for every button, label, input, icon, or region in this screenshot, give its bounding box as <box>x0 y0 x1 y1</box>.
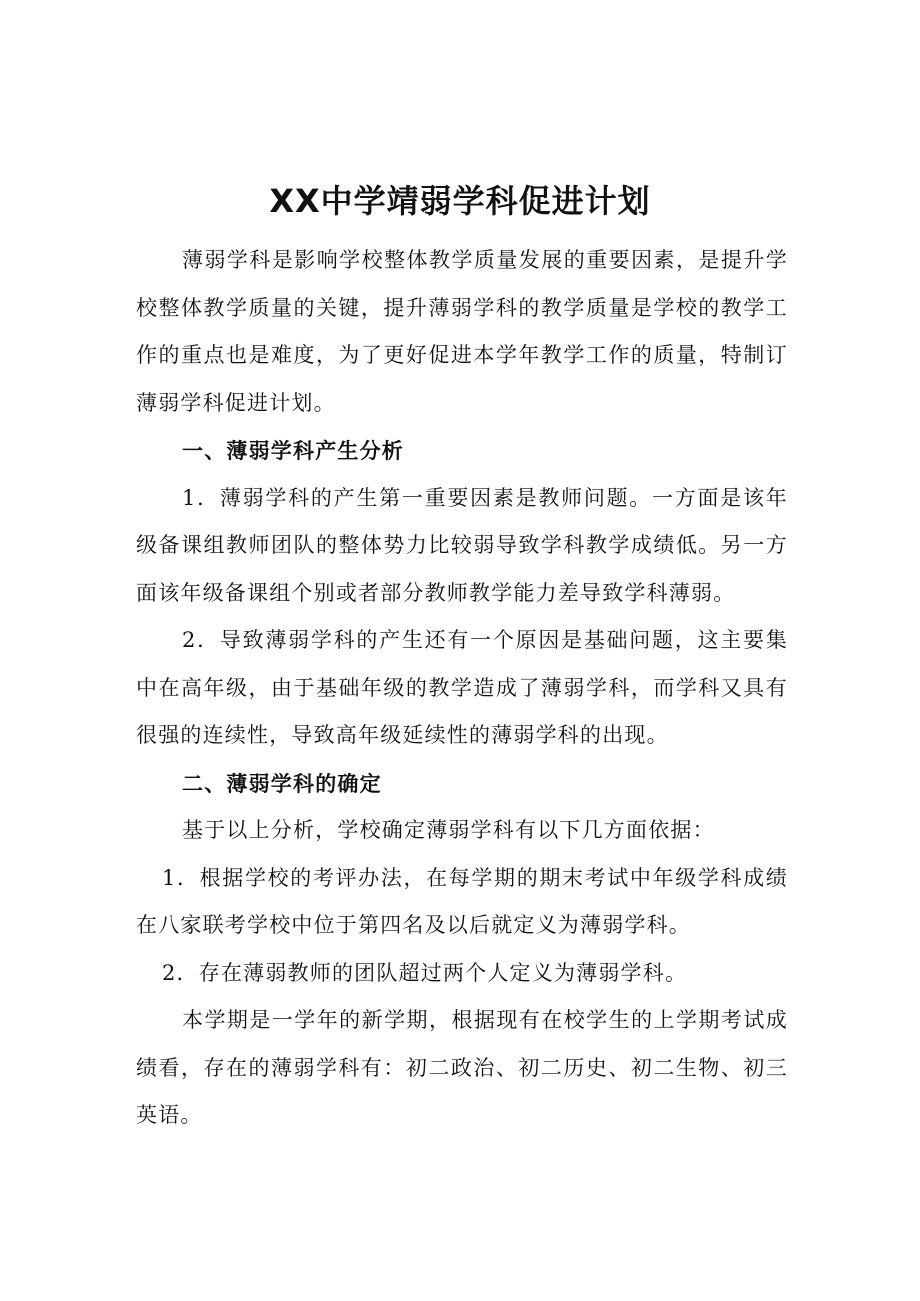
document-title: XX中学靖弱学科促进计划 <box>269 182 651 220</box>
section-1-heading: 一、薄弱学科产生分析 <box>182 438 404 463</box>
section-1-item-1: 1．薄弱学科的产生第一重要因素是教师问题。一方面是该年级备课组教师团队的整体势力比较弱导致学科教学成绩低。另一方面该年级备课组个别或者部分教师教学能力差导致学科薄弱。 <box>136 485 788 605</box>
section-2-heading: 二、薄弱学科的确定 <box>182 770 382 796</box>
section-2-criterion-2: 2．存在薄弱教师的团队超过两个人定义为薄弱学科。 <box>162 960 688 985</box>
document-body <box>136 237 788 1140</box>
section-1-item-2: 2．导致薄弱学科的产生还有一个原因是基础问题，这主要集中在高年级，由于基础年级的教学造成了薄弱学科，而学科又具有很强的连续性，导致高年级延续性的薄弱学科的出现。 <box>136 628 788 747</box>
section-2-criterion-1: 1．根据学校的考评办法，在每学期的期末考试中年级学科成绩在八家联考学校中位于第四名及以后就定义为薄弱学科。 <box>136 865 788 937</box>
intro-paragraph: 薄弱学科是影响学校整体教学质量发展的重要因素，是提升学校整体教学质量的关键，提升薄弱学科的教学质量是学校的教学工作的重点也是难度，为了更好促进本学年教学工作的质量，特制订薄弱学科促进计划。 <box>136 248 788 415</box>
section-2-conclusion: 本学期是一学年的新学期，根据现有在校学生的上学期考试成绩看，存在的薄弱学科有：初二政治、初二历史、初二生物、初三英语。 <box>136 1008 788 1127</box>
section-2-lead: 基于以上分析，学校确定薄弱学科有以下几方面依据： <box>182 818 715 842</box>
